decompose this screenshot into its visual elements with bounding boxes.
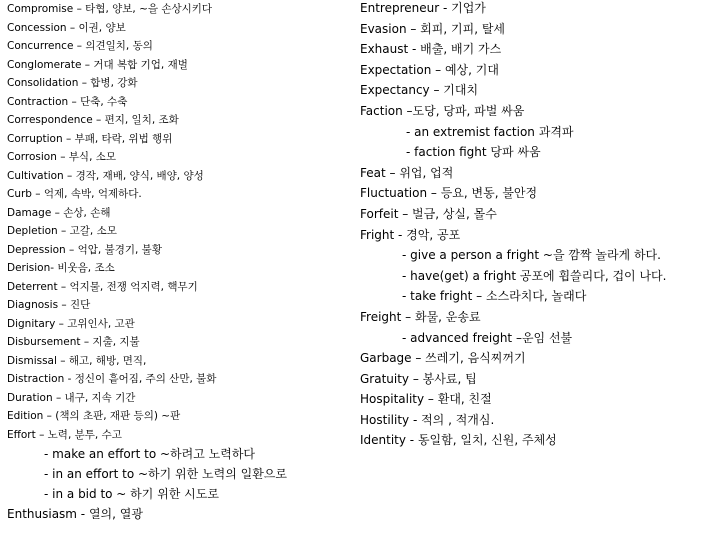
vocab-sub-entry: - have(get) a fright 공포에 휩쓸리다, 겁이 나다. (402, 268, 667, 283)
vocab-entry: Contraction – 단축, 수축 (7, 95, 128, 108)
vocab-entry: Derision- 비웃음, 조소 (7, 262, 115, 274)
vocab-entry: Concession – 이권, 양보 (7, 21, 126, 34)
vocab-entry: Entrepreneur - 기업가 (360, 1, 486, 15)
vocab-entry: Fright - 경악, 공포 (360, 227, 461, 242)
vocab-sub-entry: - make an effort to ~하려고 노력하다 (44, 447, 256, 461)
vocab-entry: Distraction - 정신이 흩어짐, 주의 산만, 불화 (7, 373, 217, 385)
left-vocabulary-column (7, 0, 352, 524)
vocab-entry: Corrosion – 부식, 소모 (7, 151, 117, 163)
vocab-sub-entry: - in an effort to ~하기 위한 노력의 일환으로 (44, 467, 287, 481)
right-vocabulary-column (360, 0, 718, 451)
vocab-entry: Gratuity – 봉사료, 팁 (360, 371, 477, 386)
vocab-entry: Depletion – 고갈, 소모 (7, 225, 117, 237)
vocab-sub-entry: - advanced freight –운임 선불 (402, 330, 573, 345)
vocab-entry: Dignitary – 고위인사, 고관 (7, 317, 135, 330)
vocab-entry: Expectation – 예상, 기대 (360, 62, 499, 77)
vocab-entry: Dismissal – 해고, 해방, 면직, (7, 354, 147, 367)
vocab-entry: Evasion – 회피, 기피, 탈세 (360, 21, 506, 36)
vocab-entry: Correspondence – 편지, 일치, 조화 (7, 114, 179, 126)
vocab-entry: Diagnosis – 진단 (7, 299, 91, 311)
vocab-entry: Concurrence – 의견일치, 동의 (7, 40, 153, 52)
vocab-entry: Hostility - 적의 , 적개심. (360, 412, 495, 427)
vocab-entry: Damage – 손상, 손해 (7, 206, 111, 219)
vocab-sub-entry: - give a person a fright ~을 깜짝 놀라게 하다. (402, 248, 661, 263)
vocab-sub-entry: - an extremist faction 과격파 (406, 124, 574, 139)
vocab-entry: Forfeit – 벌금, 상실, 몰수 (360, 206, 497, 221)
vocab-sub-entry: - take fright – 소스라치다, 놀래다 (402, 289, 587, 304)
vocab-entry: Edition – (책의 초판, 재판 등의) ~판 (7, 410, 181, 422)
vocab-entry: Expectancy – 기대치 (360, 83, 479, 98)
vocab-entry: Hospitality – 환대, 친절 (360, 392, 492, 407)
vocab-entry: Depression – 억압, 불경기, 불황 (7, 243, 162, 256)
vocab-entry: Feat – 위업, 업적 (360, 165, 454, 180)
vocab-entry: Identity - 동일함, 일치, 신원, 주체성 (360, 433, 557, 448)
vocab-entry: Effort – 노력, 분투, 수고 (7, 428, 122, 441)
vocab-entry: Conglomerate – 거대 복합 기업, 재벌 (7, 58, 188, 71)
vocab-entry: Consolidation – 합병, 강화 (7, 77, 138, 89)
vocab-entry: Curb – 억제, 속박, 억제하다. (7, 188, 142, 200)
vocab-sub-entry: - faction fight 당파 싸움 (406, 145, 541, 160)
vocab-entry: Corruption – 부패, 타락, 위법 행위 (7, 132, 173, 145)
vocab-entry: Duration – 내구, 지속 기간 (7, 391, 136, 404)
vocab-sub-entry: - in a bid to ~ 하기 위한 시도로 (44, 487, 219, 501)
vocab-entry: Garbage – 쓰레기, 음식찌꺼기 (360, 351, 526, 366)
vocab-entry: Disbursement – 지출, 지불 (7, 336, 140, 348)
vocab-entry: Fluctuation – 등요, 변동, 불안정 (360, 186, 538, 201)
vocab-entry: Faction –도당, 당파, 파벌 싸움 (360, 103, 525, 118)
vocab-entry: Compromise – 타협, 양보, ~을 손상시키다 (7, 3, 213, 15)
vocab-entry: Deterrent – 억지물, 전쟁 억지력, 핵무기 (7, 280, 198, 293)
vocab-entry: Exhaust - 배출, 배기 가스 (360, 42, 502, 57)
vocab-entry: Enthusiasm - 열의, 열광 (7, 507, 143, 521)
vocab-entry: Freight – 화물, 운송료 (360, 309, 481, 324)
vocab-entry: Cultivation – 경작, 재배, 양식, 배양, 양성 (7, 169, 204, 182)
